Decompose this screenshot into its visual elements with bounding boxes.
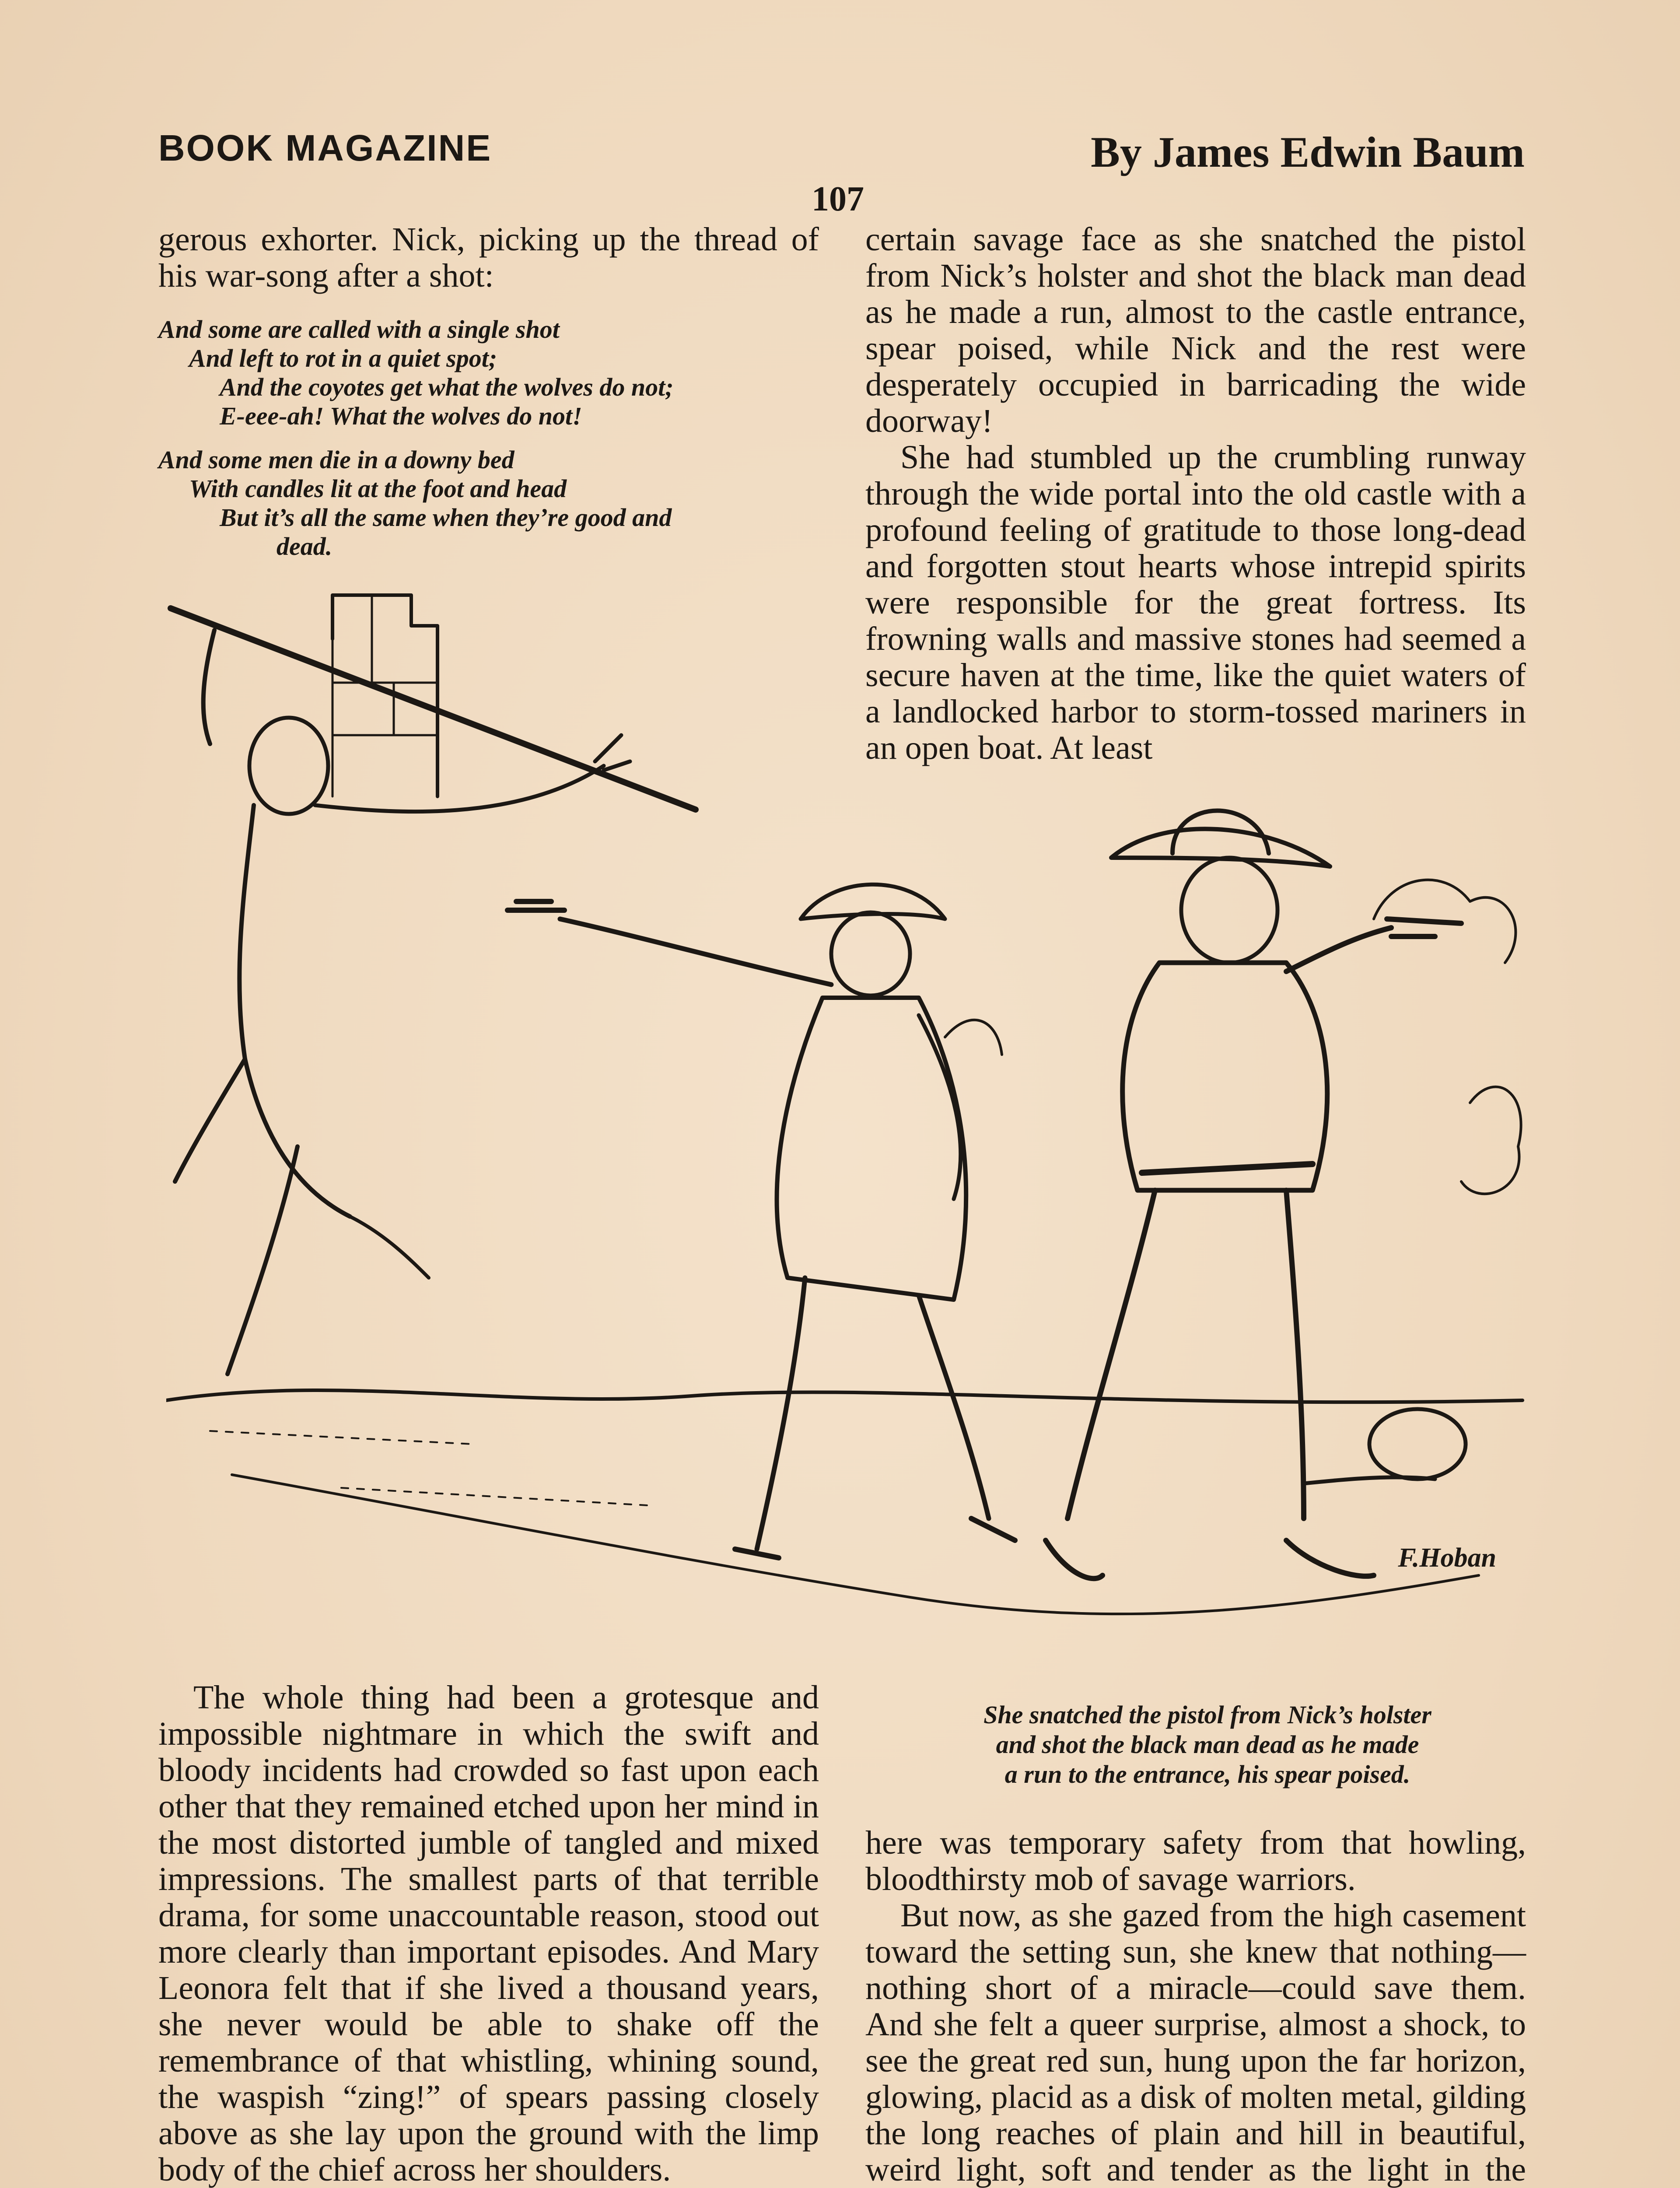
page-number: 107 <box>812 180 864 218</box>
illustration-caption <box>901 1700 1514 1789</box>
poem-stanza <box>158 315 819 431</box>
poem-stanza <box>158 445 819 561</box>
artist-signature: F.Hoban <box>1398 1543 1496 1573</box>
caption-line: and shot the black man dead as he made <box>996 1730 1419 1759</box>
paragraph: gerous exhorter. Nick, picking up the thread of his war-song after a shot: <box>158 221 819 294</box>
war-song-poem <box>158 315 819 576</box>
magazine-title: BOOK MAGAZINE <box>158 127 492 168</box>
poem-line: But it’s all the same when they’re good and <box>220 503 672 532</box>
poem-line: And the coyotes get what the wolves do not; <box>220 373 674 401</box>
caption-line: a run to the entrance, his spear poised. <box>1004 1760 1410 1788</box>
column-1-top <box>158 221 819 294</box>
paragraph: certain savage face as she snatched the pistol from Nick’s holster and shot the black man dead as he made a run, almost to the castle entrance, spear poised, while Nick and the rest were desperately occupied in barricading the wide doorway! <box>865 221 1526 439</box>
column-2-bottom <box>865 1825 1526 2188</box>
poem-line: And some are called with a single shot <box>158 315 560 344</box>
poem-line: E-eee-ah! What the wolves do not! <box>220 402 582 430</box>
story-illustration <box>166 578 1531 1632</box>
paragraph: here was temporary safety from that howling, bloodthirsty mob of savage warriors. <box>865 1824 1526 1897</box>
poem-line: dead. <box>276 532 332 561</box>
poem-line: And some men die in a downy bed <box>158 445 514 474</box>
paragraph: But now, as she gazed from the high casement toward the setting sun, she knew that nothing—nothing short of a miracle—could save them. And she felt a queer surprise, almost a shock, to see the great red sun, hung upon the far horizon, glowing, placid as a disk of molten metal, gilding the long reaches of plain and hill in beautiful, weird light, soft and tender as the light in the <box>865 1897 1526 2188</box>
paragraph: The whole thing had been a grotesque and impossible nightmare in which the swift and bloody incidents had crowded so fast upon each other that they remained etched upon her mind in the most distorted jumble of tangled and mixed impressions. The smallest parts of that terrible drama, for some unaccountable reason, stood out more clearly than important episodes. And Mary Leonora felt that if she lived a thousand years, she never would be able to shake off the remembrance of that whistling, whining sound, the waspish “zing!” of spears passing closely above as she lay upon the ground with the limp body of the chief across her shoulders. <box>158 1679 819 2188</box>
poem-line: With candles lit at the foot and head <box>189 474 567 503</box>
author-byline: By James Edwin Baum <box>1091 128 1525 176</box>
column-1-bottom <box>158 1680 819 2188</box>
poem-line: And left to rot in a quiet spot; <box>189 344 497 372</box>
caption-line: She snatched the pistol from Nick’s holster <box>984 1701 1432 1729</box>
paragraph: She had stumbled up the crumbling runway through the wide portal into the old castle with a profound feeling of gratitude to those long-dead and forgotten stout hearts whose intrepid spirits were responsible for the great fortress. Its frowning walls and massive stones had seemed a secure haven at the time, like the quiet waters of a landlocked harbor to storm-tossed mariners in an open boat. At least <box>865 439 1526 766</box>
